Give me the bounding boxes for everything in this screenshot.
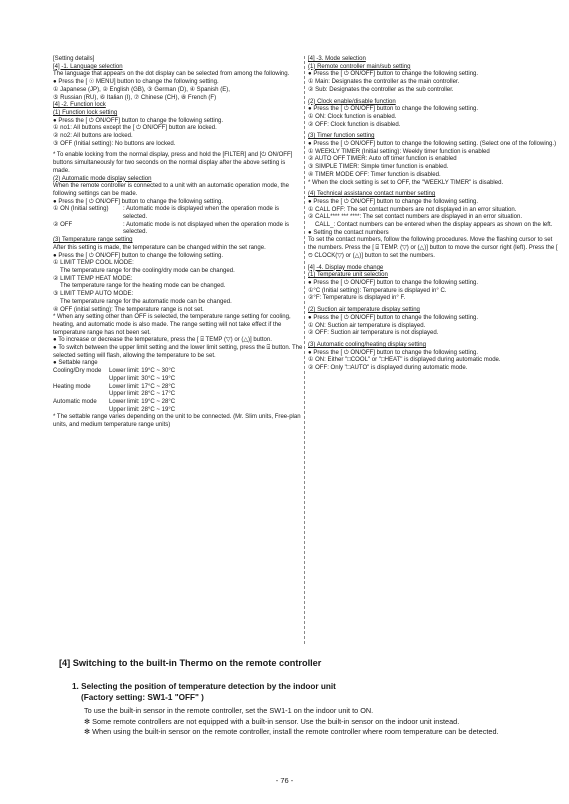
limit-cool-desc: The temperature range for the cooling/dry mode can be changed. [60, 267, 235, 274]
body-note-1: ✻ Some remote controllers are not equipped with a built-in sensor. Use the built-in sensor on the indoor unit instead. [84, 716, 460, 726]
fahrenheit-option: ②°F: Temperature is displayed in° F. [308, 295, 406, 302]
contact-number-heading: (4) Technical assistance contact number setting [308, 191, 436, 198]
factory-setting-line: (Factory setting: SW1-1 "OFF" ) [81, 693, 204, 702]
option-value: : Automatic mode is displayed when the operation mode is selected. [123, 206, 279, 221]
auto-mode-option-on [53, 206, 303, 221]
clock-off-option: ② OFF: Clock function is disabled. [308, 121, 401, 128]
settable-range-note: * The settable range varies depending on the unit to be connected. (Mr. Slim units, Free-plan units, and medium temperature range units) [53, 414, 301, 429]
call-on-option: ② CALL**** *** ****: The set contact numbers are displayed in an error situation. [308, 214, 523, 221]
timer-instruction: ● Press the [ ⏻ ON/OFF] button to change the following setting. (Select one of the following.) [308, 141, 557, 148]
temp-range-heading: (3) Temperature range setting [53, 237, 133, 244]
celsius-option: ①°C (Initial setting): Temperature is displayed in° C. [308, 287, 447, 294]
table-row: Upper limit: 28°C ~ 17°C [109, 391, 176, 398]
timer-note: * When the clock setting is set to OFF, the "WEEKLY TIMER" is disabled. [308, 179, 504, 186]
right-column [308, 56, 558, 373]
body-note-2: ✻ When using the built-in sensor on the remote controller, install the remote controller where room temperature can be detected. [84, 727, 499, 737]
function-lock-instruction: ● Press the [ ⏻ ON/OFF] button to change the following setting. [53, 117, 224, 124]
timer-heading: (3) Timer function setting [308, 133, 375, 140]
clock-instruction: ● Press the [ ⏻ ON/OFF] button to change the following setting. [308, 106, 479, 113]
clock-on-option: ① ON: Clock function is enabled. [308, 113, 397, 120]
call-entry-note: CALL_: Contact numbers can be entered when the display appears as shown on the left. [315, 222, 553, 229]
auto-mode-option-off [53, 222, 303, 237]
settable-range-label: ● Settable range [53, 360, 98, 367]
limit-auto-desc: The temperature range for the automatic mode can be changed. [60, 298, 232, 305]
call-off-option: ① CALL OFF: The set contact numbers are not displayed in an error situation. [308, 206, 517, 213]
mode-selection-heading: [4] -3. Mode selection [308, 56, 366, 62]
sub-option: ② Sub: Designates the controller as the sub controller. [308, 86, 454, 93]
auto-display-on-option: ① ON: Either "□COOL" or "□HEAT" is displayed during automatic mode. [308, 357, 501, 364]
limit-heat-label: ② LIMIT TEMP HEAT MODE: [53, 275, 133, 282]
subsection-title [72, 681, 336, 703]
temp-range-desc: After this setting is made, the temperature can be changed within the set range. [53, 244, 266, 251]
timer-option-3: ③ SIMPLE TIMER: Simple timer function is enabled. [308, 164, 449, 171]
language-selection-heading: [4] -1. Language selection [53, 63, 123, 70]
body-paragraph: To use the built-in sensor in the remote controller, set the SW1-1 on the indoor unit to ON. [84, 706, 374, 715]
table-row: Upper limit: 30°C ~ 19°C [109, 375, 176, 382]
auto-mode-heading: (2) Automatic mode display selection [53, 175, 152, 182]
function-lock-setting-heading: (1) Function lock setting [53, 109, 118, 116]
table-row: Heating mode Lower limit: 17°C ~ 28°C [53, 383, 176, 390]
temp-unit-instruction: ● Press the [ ⏻ ON/OFF] button to change the following setting. [308, 279, 479, 286]
table-row: Automatic mode Lower limit: 19°C ~ 28°C [53, 398, 176, 405]
limit-auto-label: ③ LIMIT TEMP AUTO MODE: [53, 291, 134, 298]
timer-option-4: ④ TIMER MODE OFF: Timer function is disabled. [308, 171, 441, 178]
settable-range-table [53, 368, 303, 414]
auto-display-off-option: ② OFF: Only "□AUTO" is displayed during automatic mode. [308, 365, 468, 372]
section-title: [4] Switching to the built-in Thermo on the remote controller [59, 658, 322, 668]
display-mode-heading: [4] -4. Display mode change [308, 264, 384, 271]
contact-instruction: ● Press the [ ⏻ ON/OFF] button to change the following setting. [308, 198, 479, 205]
temp-unit-heading: (1) Temperature unit selection [308, 272, 388, 279]
suction-air-instruction: ● Press the [ ⏻ ON/OFF] button to change the following setting. [308, 314, 479, 321]
main-sub-instruction: ● Press the [ ⏻ ON/OFF] button to change the following setting. [308, 71, 479, 78]
lock-option-1: ① no1: All buttons except the [ ⏻ ON/OFF] button are locked. [53, 125, 217, 132]
auto-display-heading: (3) Automatic cooling/heating display setting [308, 341, 426, 348]
suction-air-heading: (2) Suction air temperature display setting [308, 307, 420, 314]
language-list-2: ⑤ Russian (RU), ⑥ Italian (I), ⑦ Chinese (CH), ⑧ French (F) [53, 94, 217, 101]
column-divider [304, 56, 305, 644]
limit-heat-desc: The temperature range for the heating mode can be changed. [60, 283, 226, 290]
auto-mode-instruction: ● Press the [ ⏻ ON/OFF] button to change the following setting. [53, 198, 224, 205]
temp-range-instruction: ● Press the [ ⏻ ON/OFF] button to change the following setting. [53, 252, 224, 259]
setting-contact-label: ● Setting the contact numbers [308, 229, 389, 236]
auto-mode-desc: When the remote controller is connected to a unit with an automatic operation mode, the following settings can be made. [53, 183, 289, 197]
clock-heading: (2) Clock enable/disable function [308, 98, 396, 105]
table-row: Upper limit: 28°C ~ 19°C [109, 406, 176, 413]
option-key: ② OFF [53, 221, 73, 228]
limit-switch-instruction: ● To switch between the upper limit setting and the lower limit setting, press the ⌸ button. The selected setting will flash, allowing the temperature to be set. [53, 345, 303, 359]
limit-off-label: ④ OFF (initial setting): The temperature range is not set. [53, 306, 204, 313]
timer-option-1: ① WEEKLY TIMER (Initial setting): Weekly timer function is enabled [308, 148, 490, 155]
table-row: Cooling/Dry mode Lower limit: 19°C ~ 30°C [53, 368, 176, 375]
contact-procedure: To set the contact numbers, follow the following procedures. Move the flashing cursor to set the numbers. Press the [ ⌸ TEMP. (▽) or (△)] button to move the cursor right (left). Press the [ ⏲ CLOCK(▽) or (△)] button to set the numbers. [308, 237, 558, 259]
left-column [53, 56, 303, 430]
timer-option-2: ② AUTO OFF TIMER: Auto off timer function is enabled [308, 156, 457, 163]
language-list-1: ① Japanese (JP), ② English (GB), ③ German (D), ④ Spanish (E), [53, 86, 230, 93]
language-desc: The language that appears on the dot display can be selected from among the following. [53, 71, 290, 78]
option-value: : Automatic mode is not displayed when the operation mode is selected. [123, 221, 290, 236]
lock-option-2: ② no2: All buttons are locked. [53, 133, 133, 140]
function-lock-heading: [4] -2. Function lock [53, 102, 106, 109]
section-body [84, 706, 539, 738]
subsection-line-1: 1. Selecting the position of temperature detection by the indoor unit [72, 682, 336, 691]
main-option: ① Main: Designates the controller as the main controller. [308, 79, 460, 86]
suction-on-option: ① ON: Suction air temperature is displayed. [308, 322, 426, 329]
page-number: - 76 - [275, 776, 294, 785]
setting-details-label: [Setting details] [53, 56, 95, 62]
temp-range-note: * When any setting other than OFF is selected, the temperature range setting for cooling, heating, and automatic mode is also made. The range setting will not take effect if the temperature range has not been set. [53, 314, 291, 336]
suction-off-option: ② OFF: Suction air temperature is not displayed. [308, 330, 439, 337]
main-sub-heading: (1) Remote controller main/sub setting [308, 63, 411, 70]
lock-note: * To enable locking from the normal display, press and hold the [FILTER] and [⏻ ON/OFF] buttons simultaneously for two seconds on the normal display after the above setting is made. [53, 152, 293, 174]
temp-adjust-instruction: ● To increase or decrease the temperature, press the [ ⌸ TEMP (▽) or (△)] button. [53, 337, 272, 344]
language-instruction: ● Press the [ ☉ MENU] button to change the following setting. [53, 79, 219, 86]
option-key: ① ON (Initial setting) [53, 206, 109, 213]
limit-cool-label: ① LIMIT TEMP COOL MODE: [53, 260, 134, 267]
auto-display-instruction: ● Press the [ ⏻ ON/OFF] button to change the following setting. [308, 349, 479, 356]
lock-option-3: ③ OFF (Initial setting): No buttons are locked. [53, 140, 176, 147]
